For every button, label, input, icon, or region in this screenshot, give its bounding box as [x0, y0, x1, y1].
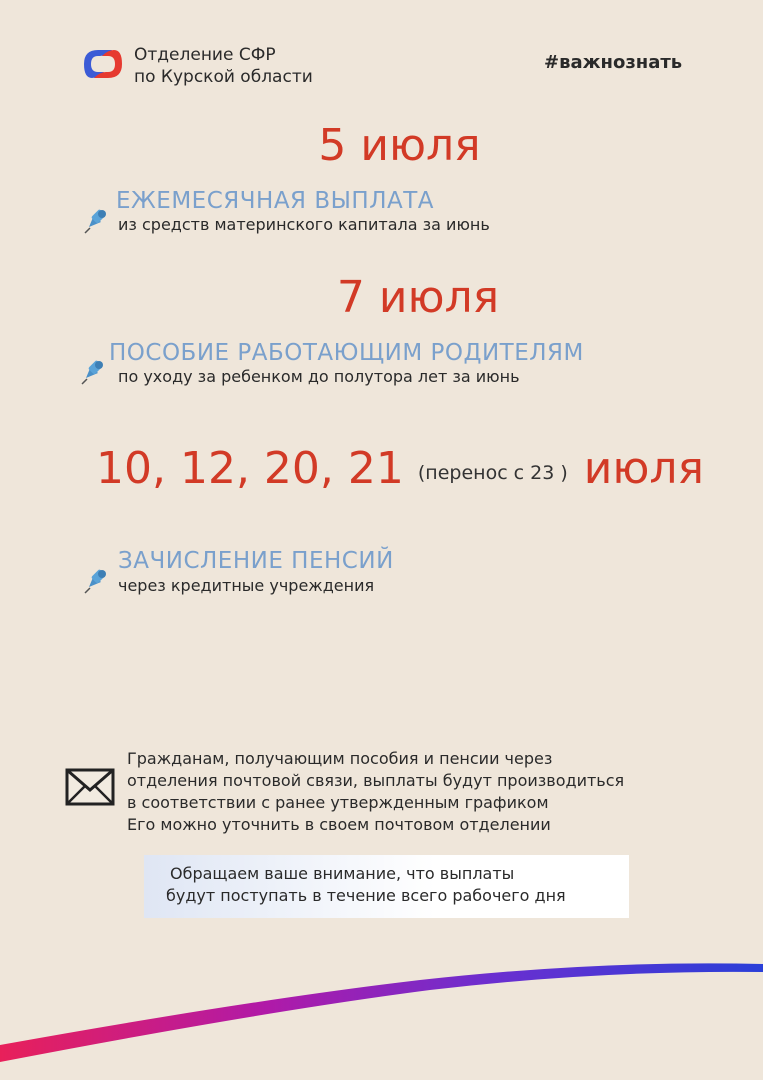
org-line-2: по Курской области — [134, 67, 313, 87]
date-heading-2: 7 июля — [336, 272, 500, 323]
event-title-1: ЕЖЕМЕСЯЧНАЯ ВЫПЛАТА — [116, 188, 435, 214]
notice-line-1: Обращаем ваше внимание, что выплаты — [170, 864, 515, 883]
event-title-3: ЗАЧИСЛЕНИЕ ПЕНСИЙ — [118, 548, 394, 574]
event-title-2: ПОСОБИЕ РАБОТАЮЩИМ РОДИТЕЛЯМ — [109, 340, 584, 366]
event-subtitle-2: по уходу за ребенком до полутора лет за июнь — [118, 367, 520, 386]
pushpin-icon — [82, 206, 110, 234]
postal-line: Гражданам, получающим пособия и пенсии через — [127, 749, 553, 768]
postal-info — [127, 748, 624, 836]
pushpin-icon — [79, 357, 107, 385]
date-heading-1: 5 июля — [318, 120, 481, 171]
postal-line: Его можно уточнить в своем почтовом отделении — [127, 815, 551, 834]
sfr-logo — [78, 44, 128, 84]
notice-line-2: будут поступать в течение всего рабочего дня — [166, 886, 566, 905]
organization-name — [134, 44, 313, 88]
date-transfer-note: (перенос с 23 ) — [417, 462, 568, 484]
postal-line: отделения почтовой связи, выплаты будут производиться — [127, 771, 625, 790]
notice-box — [144, 855, 629, 918]
envelope-icon — [65, 768, 115, 806]
decorative-wave — [0, 930, 763, 1080]
postal-line: в соответствии с ранее утвержденным графиком — [127, 793, 549, 812]
date-month: июля — [583, 443, 705, 494]
date-numbers: 10, 12, 20, 21 — [96, 443, 404, 494]
org-line-1: Отделение СФР — [134, 45, 276, 65]
pushpin-icon — [82, 566, 110, 594]
date-heading-3 — [96, 443, 705, 494]
hashtag: #важнознать — [544, 52, 683, 73]
event-subtitle-3: через кредитные учреждения — [118, 576, 375, 595]
event-subtitle-1: из средств материнского капитала за июнь — [118, 215, 490, 234]
